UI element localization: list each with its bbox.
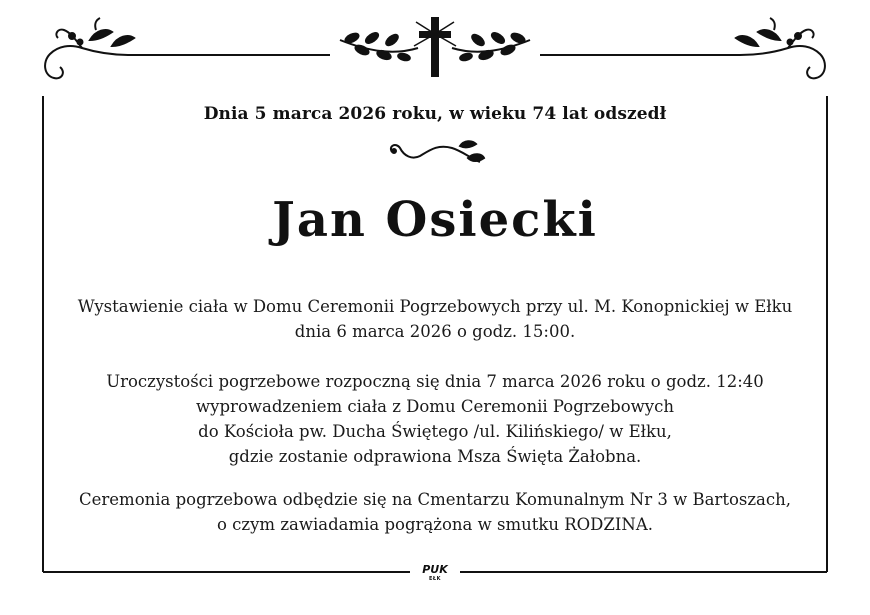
burial-paragraph [0,487,870,537]
paragraph-line: Wystawienie ciała w Domu Ceremonii Pogrzebowych przy ul. M. Konopnickiej w Ełku [77,297,793,316]
paragraph-line: wyprowadzeniem ciała z Domu Ceremonii Pogrzebowych [196,397,674,416]
funeral-ceremony-paragraph [0,369,870,469]
paragraph-line: do Kościoła pw. Ducha Świętego /ul. Kilińskiego/ w Ełku, [198,422,672,441]
logo-sub-text: EŁK [428,576,441,582]
laurel-branch-icon [452,31,530,61]
paragraph-line: dnia 6 marca 2026 o godz. 15:00. [294,322,576,341]
logo-main-text: PUK [422,563,448,576]
puk-logo [418,564,452,586]
corner-flourish-icon [45,18,134,78]
divider-flourish-icon [391,141,484,162]
cross-icon [414,17,456,77]
laurel-branch-icon [340,31,418,61]
paragraph-line: Ceremonia pogrzebowa odbędzie się na Cmentarzu Komunalnym Nr 3 w Bartoszach, [79,490,791,509]
death-announcement-intro: Dnia 5 marca 2026 roku, w wieku 74 lat odszedł [203,104,667,124]
paragraph-line: o czym zawiadamia pogrążona w smutku RODZINA. [217,515,653,534]
viewing-paragraph [0,294,870,344]
paragraph-line: gdzie zostanie odprawiona Msza Święta Żałobna. [228,447,642,466]
paragraph-line: Uroczystości pogrzebowe rozpoczną się dnia 7 marca 2026 roku o godz. 12:40 [106,372,764,391]
deceased-name: Jan Osiecki [272,192,598,248]
corner-flourish-icon [736,18,825,78]
